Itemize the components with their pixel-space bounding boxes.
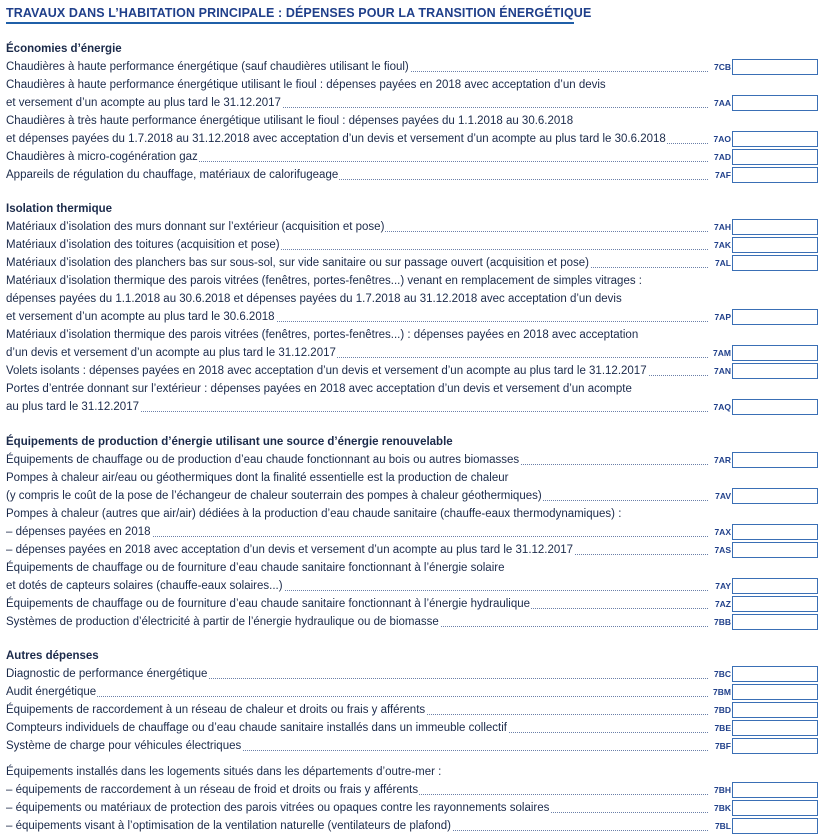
row-label-line (0, 308, 822, 326)
amount-input-box[interactable] (732, 59, 818, 75)
amount-input-box[interactable] (732, 95, 818, 111)
box-code-label: 7AA (713, 98, 731, 108)
row-label-text: Système de charge pour véhicules électriques (6, 740, 242, 752)
box-code-label: 7BC (713, 669, 731, 679)
form-row-7ay (0, 559, 822, 595)
row-label-line (0, 469, 822, 487)
form-row-7be (0, 719, 822, 737)
box-code-label: 7AM (713, 348, 731, 358)
amount-input-box[interactable] (732, 702, 818, 718)
row-label-line (0, 523, 822, 541)
box-code-label: 7BF (714, 741, 731, 751)
row-label-text: Pompes à chaleur (autres que air/air) dédiées à la production d’eau chaude sanitaire (chauffe-eaux thermodynamiques) : (6, 508, 622, 520)
form-row-7bl (0, 817, 822, 835)
amount-input-box[interactable] (732, 363, 818, 379)
row-label-line (0, 254, 822, 272)
row-label-line (0, 737, 822, 755)
amount-input-box[interactable] (732, 345, 818, 361)
row-label-line (0, 236, 822, 254)
row-label-line (0, 595, 822, 613)
form-row-7ap (0, 272, 822, 326)
box-code-label: 7AX (714, 527, 731, 537)
form-row-7bd (0, 701, 822, 719)
amount-input-box[interactable] (732, 818, 818, 834)
row-label-line (0, 218, 822, 236)
amount-input-box[interactable] (732, 131, 818, 147)
row-label-text: Volets isolants : dépenses payées en 2018 avec acceptation d’un devis et versement d’un acompte au plus tard le 31.12.2017 (6, 365, 647, 377)
row-label-text: – dépenses payées en 2018 avec acceptation d’un devis et versement d’un acompte au plus tard le 31.12.2017 (6, 544, 574, 556)
amount-input-box[interactable] (732, 720, 818, 736)
form-row-7ak (0, 236, 822, 254)
box-code-label: 7AF (714, 170, 731, 180)
row-label-text: – équipements visant à l’optimisation de la ventilation naturelle (ventilateurs de plafond) (6, 820, 451, 832)
form-title: TRAVAUX DANS L’HABITATION PRINCIPALE : DÉPENSES POUR LA TRANSITION ÉNERGÉTIQUE (6, 6, 574, 24)
row-label-text: Matériaux d’isolation thermique des parois vitrées (fenêtres, portes-fenêtres...) : dépenses payées en 2018 avec acceptation (6, 329, 639, 341)
amount-input-box[interactable] (732, 684, 818, 700)
row-label-line (0, 451, 822, 469)
box-code-label: 7CB (713, 62, 731, 72)
section-energie-renouvelable (0, 433, 822, 631)
row-label-text: (y compris le coût de la pose de l’échangeur de chaleur souterrain des pompes à chaleur géothermiques) (6, 490, 542, 502)
row-label-line (0, 541, 822, 559)
amount-input-box[interactable] (732, 167, 818, 183)
row-label-line (0, 58, 822, 76)
form-row-7af (0, 166, 822, 184)
row-label-line (0, 701, 822, 719)
row-label-line (0, 130, 822, 148)
row-label-text: Chaudières à très haute performance énergétique utilisant le fioul : dépenses payées du 1.1.2018 au 30.6.2018 (6, 115, 574, 127)
section-heading: Isolation thermique (6, 203, 113, 215)
row-label-text: Diagnostic de performance énergétique (6, 668, 208, 680)
box-code-label: 7AR (713, 455, 731, 465)
row-label-line (0, 76, 822, 94)
amount-input-box[interactable] (732, 452, 818, 468)
box-code-label: 7AS (714, 545, 731, 555)
form-row-7am (0, 326, 822, 362)
section-isolation-thermique (0, 200, 822, 416)
row-label-line (0, 94, 822, 112)
row-label-line (0, 148, 822, 166)
box-code-label: 7BK (713, 803, 731, 813)
row-label-text: au plus tard le 31.12.2017 (6, 401, 139, 413)
amount-input-box[interactable] (732, 237, 818, 253)
amount-input-box[interactable] (732, 596, 818, 612)
row-label-text: Systèmes de production d’électricité à partir de l’énergie hydraulique ou de biomasse (6, 616, 439, 628)
form-row-7aa (0, 76, 822, 112)
amount-input-box[interactable] (732, 578, 818, 594)
box-code-label: 7AP (714, 312, 731, 322)
form-row-7al (0, 254, 822, 272)
row-label-text: Chaudières à haute performance énergétique utilisant le fioul : dépenses payées en 2018 avec acceptation d’un devis (6, 79, 606, 91)
amount-input-box[interactable] (732, 255, 818, 271)
form-row-7bf (0, 737, 822, 755)
form-row-7bh (0, 781, 822, 799)
box-code-label: 7BM (713, 687, 731, 697)
amount-input-box[interactable] (732, 782, 818, 798)
form-row-7az (0, 595, 822, 613)
row-label-text: Audit énergétique (6, 686, 97, 698)
row-label-line (0, 559, 822, 577)
amount-input-box[interactable] (732, 542, 818, 558)
row-label-text: Matériaux d’isolation des planchers bas sur sous-sol, sur vide sanitaire ou sur passage ouvert (acquisition et pose) (6, 257, 589, 269)
row-label-text: dépenses payées du 1.1.2018 au 30.6.2018 et dépenses payées du 1.7.2018 au 31.12.2018 avec acceptation d’un devis (6, 293, 622, 305)
form-row-7ah (0, 218, 822, 236)
amount-input-box[interactable] (732, 614, 818, 630)
row-label-text: – équipements de raccordement à un réseau de froid et droits ou frais y afférents (6, 784, 419, 796)
row-label-text: Appareils de régulation du chauffage, matériaux de calorifugeage (6, 169, 339, 181)
row-label-line (0, 817, 822, 835)
row-label-line (0, 290, 822, 308)
form-row-7bc (0, 665, 822, 683)
box-code-label: 7BL (714, 821, 731, 831)
form-row-7an (0, 362, 822, 380)
row-label-line (0, 326, 822, 344)
row-label-text: Équipements de chauffage ou de fourniture d’eau chaude sanitaire fonctionnant à l’énergie hydraulique (6, 598, 531, 610)
box-code-label: 7BD (713, 705, 731, 715)
box-code-label: 7AH (713, 222, 731, 232)
box-code-label: 7AL (714, 258, 731, 268)
row-label-line (0, 362, 822, 380)
form-row-7ax (0, 505, 822, 541)
dom-intro-text: Équipements installés dans les logements situés dans les départements d’outre-mer : (6, 766, 442, 778)
row-label-text: et dépenses payées du 1.7.2018 au 31.12.2018 avec acceptation d’un devis et versement d’un acompte au plus tard le 30.6.2018 (6, 133, 666, 145)
row-label-line (0, 344, 822, 362)
section-heading: Autres dépenses (6, 650, 99, 662)
row-label-line (0, 487, 822, 505)
form-row-7ao (0, 112, 822, 148)
row-label-line (0, 665, 822, 683)
row-label-line (0, 719, 822, 737)
box-code-label: 7BE (714, 723, 731, 733)
amount-input-box[interactable] (732, 149, 818, 165)
box-code-label: 7AO (713, 134, 731, 144)
row-label-text: et versement d’un acompte au plus tard le 30.6.2018 (6, 311, 275, 323)
section-heading: Économies d’énergie (6, 43, 122, 55)
row-label-line (0, 112, 822, 130)
row-label-text: Portes d’entrée donnant sur l’extérieur : dépenses payées en 2018 avec acceptation d’un devis et versement d’un acompte (6, 383, 632, 395)
form-row-7bm (0, 683, 822, 701)
box-code-label: 7AV (715, 491, 731, 501)
amount-input-box[interactable] (732, 800, 818, 816)
row-label-text: Compteurs individuels de chauffage ou d’eau chaude sanitaire installés dans un immeuble collectif (6, 722, 507, 734)
box-code-label: 7AN (713, 366, 731, 376)
row-label-line (0, 799, 822, 817)
row-label-line (0, 613, 822, 631)
box-code-label: 7AZ (714, 599, 731, 609)
box-code-label: 7AY (715, 581, 731, 591)
box-code-label: 7BH (713, 785, 731, 795)
row-label-text: d’un devis et versement d’un acompte au plus tard le 31.12.2017 (6, 347, 336, 359)
amount-input-box[interactable] (732, 488, 818, 504)
form-row-7cb (0, 58, 822, 76)
row-label-line (0, 398, 822, 416)
row-label-text: et versement d’un acompte au plus tard le 31.12.2017 (6, 97, 281, 109)
row-label-line (0, 781, 822, 799)
row-label-text: Équipements de chauffage ou de fourniture d’eau chaude sanitaire fonctionnant à l’énergie solaire (6, 562, 505, 574)
row-label-line (0, 380, 822, 398)
amount-input-box[interactable] (732, 219, 818, 235)
row-label-text: Matériaux d’isolation des murs donnant sur l’extérieur (acquisition et pose) (6, 221, 385, 233)
row-label-text: Chaudières à micro-cogénération gaz (6, 151, 198, 163)
row-label-text: – dépenses payées en 2018 (6, 526, 151, 538)
section-economies-energie (0, 40, 822, 184)
form-row-7ad (0, 148, 822, 166)
amount-input-box[interactable] (732, 309, 818, 325)
amount-input-box[interactable] (732, 399, 818, 415)
row-label-line (0, 505, 822, 523)
form-row-7bk (0, 799, 822, 817)
form-row-7bb (0, 613, 822, 631)
row-label-line (0, 577, 822, 595)
row-label-line (0, 683, 822, 701)
row-label-text: Matériaux d’isolation des toitures (acquisition et pose) (6, 239, 280, 251)
section-autres-depenses (0, 647, 822, 835)
box-code-label: 7AD (713, 152, 731, 162)
amount-input-box[interactable] (732, 666, 818, 682)
row-label-text: Chaudières à haute performance énergétique (sauf chaudières utilisant le fioul) (6, 61, 409, 73)
box-code-label: 7AK (713, 240, 731, 250)
form-row-7ar (0, 451, 822, 469)
form-row-7av (0, 469, 822, 505)
section-heading: Équipements de production d’énergie utilisant une source d’énergie renouvelable (6, 436, 453, 448)
row-label-text: Pompes à chaleur air/eau ou géothermiques dont la finalité essentielle est la production de chaleur (6, 472, 509, 484)
row-label-line (0, 272, 822, 290)
amount-input-box[interactable] (732, 524, 818, 540)
row-label-line (0, 166, 822, 184)
row-label-text: Équipements de chauffage ou de production d’eau chaude fonctionnant au bois ou autres biomasses (6, 454, 520, 466)
box-code-label: 7BB (713, 617, 731, 627)
row-label-text: Matériaux d’isolation thermique des parois vitrées (fenêtres, portes-fenêtres...) venant en remplacement de simples vitrages : (6, 275, 642, 287)
form-row-7aq (0, 380, 822, 416)
row-label-text: Équipements de raccordement à un réseau de chaleur et droits ou frais y afférents (6, 704, 426, 716)
box-code-label: 7AQ (713, 402, 731, 412)
amount-input-box[interactable] (732, 738, 818, 754)
row-label-text: et dotés de capteurs solaires (chauffe-eaux solaires...) (6, 580, 283, 592)
form-row-7as (0, 541, 822, 559)
row-label-text: – équipements ou matériaux de protection des parois vitrées ou opaques contre les rayonnements solaires (6, 802, 550, 814)
